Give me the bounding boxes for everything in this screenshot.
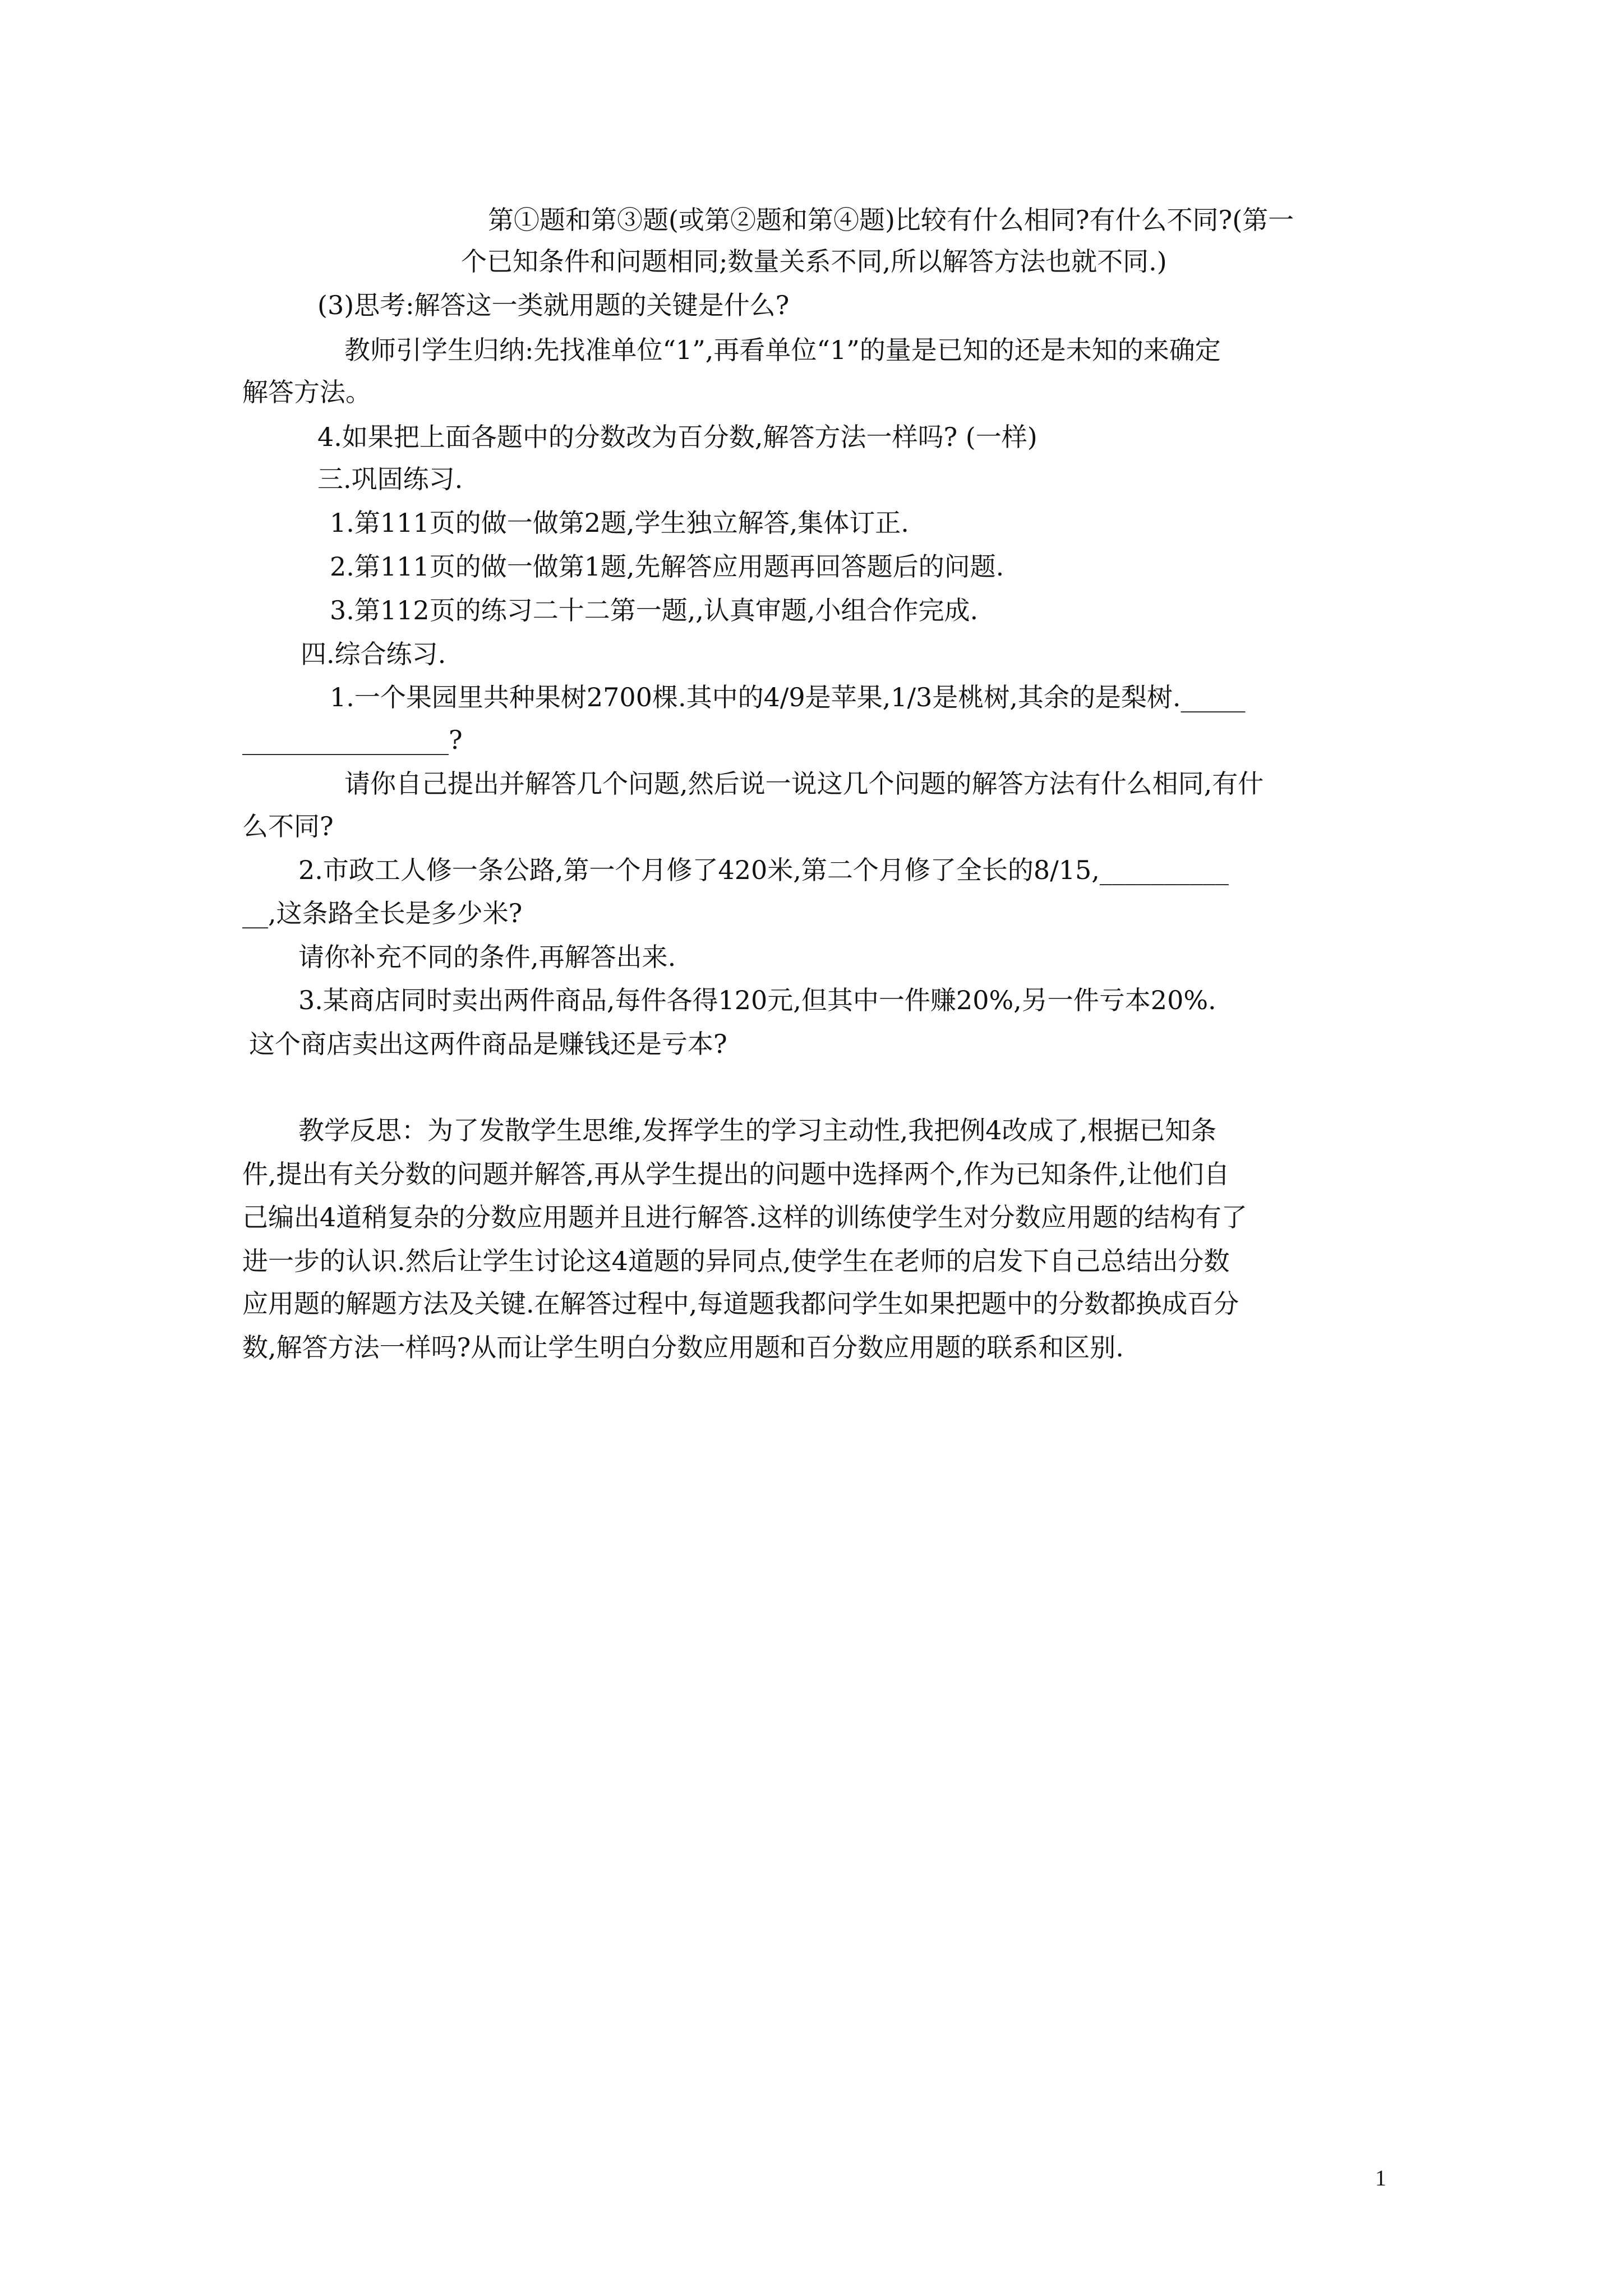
text-line: 教师引学生归纳:先找准单位“1”,再看单位“1”的量是已知的还是未知的来确定 xyxy=(344,335,1221,365)
text-line: 1.第111页的做一做第2题,学生独立解答,集体订正. xyxy=(330,508,909,538)
text-line: 个已知条件和问题相同;数量关系不同,所以解答方法也就不同.) xyxy=(461,246,1167,277)
section-heading: 四.综合练习. xyxy=(301,639,446,669)
text-line: 进一步的认识.然后让学生讨论这4道题的异同点,使学生在老师的启发下自己总结出分数 xyxy=(242,1246,1230,1276)
text-line: 么不同? xyxy=(242,811,334,841)
text-line: 3.第112页的练习二十二第一题,,认真审题,小组合作完成. xyxy=(330,595,979,625)
text-line: 2.市政工人修一条公路,第一个月修了420米,第二个月修了全长的8/15,__________ xyxy=(298,855,1229,885)
text-line: 数,解答方法一样吗?从而让学生明白分数应用题和百分数应用题的联系和区别. xyxy=(242,1332,1124,1363)
text-line: 请你自己提出并解答几个问题,然后说一说这几个问题的解答方法有什么相同,有什 xyxy=(344,769,1264,799)
text-line: (3)思考:解答这一类就用题的关键是什么? xyxy=(317,290,790,320)
text-line: ________________? xyxy=(242,725,463,755)
text-line: 1.一个果园里共种果树2700棵.其中的4/9是苹果,1/3是桃树,其余的是梨树._____ xyxy=(330,682,1246,712)
page-number: 1 xyxy=(1375,2165,1386,2191)
text-line: 己编出4道稍复杂的分数应用题并且进行解答.这样的训练使学生对分数应用题的结构有了 xyxy=(242,1202,1247,1232)
text-line: 4.如果把上面各题中的分数改为百分数,解答方法一样吗? (一样) xyxy=(317,422,1038,452)
text-line: 件,提出有关分数的问题并解答,再从学生提出的问题中选择两个,作为已知条件,让他们自 xyxy=(242,1159,1230,1189)
text-line: 请你补充不同的条件,再解答出来. xyxy=(298,942,676,972)
section-heading: 三.巩固练习. xyxy=(317,464,463,494)
text-line: 3.某商店同时卖出两件商品,每件各得120元,但其中一件赚20%,另一件亏本20%. xyxy=(298,985,1216,1015)
text-line: 教学反思：为了发散学生思维,发挥学生的学习主动性,我把例4改成了,根据已知条 xyxy=(298,1115,1217,1145)
text-line: 这个商店卖出这两件商品是赚钱还是亏本? xyxy=(249,1029,727,1059)
text-line: 第①题和第③题(或第②题和第④题)比较有什么相同?有什么不同?(第一 xyxy=(488,205,1294,235)
text-line: 应用题的解题方法及关键.在解答过程中,每道题我都问学生如果把题中的分数都换成百分 xyxy=(242,1289,1239,1319)
text-line: 2.第111页的做一做第1题,先解答应用题再回答题后的问题. xyxy=(330,551,1004,582)
text-line: 解答方法。 xyxy=(242,377,371,407)
text-line: __,这条路全长是多少米? xyxy=(242,898,523,928)
